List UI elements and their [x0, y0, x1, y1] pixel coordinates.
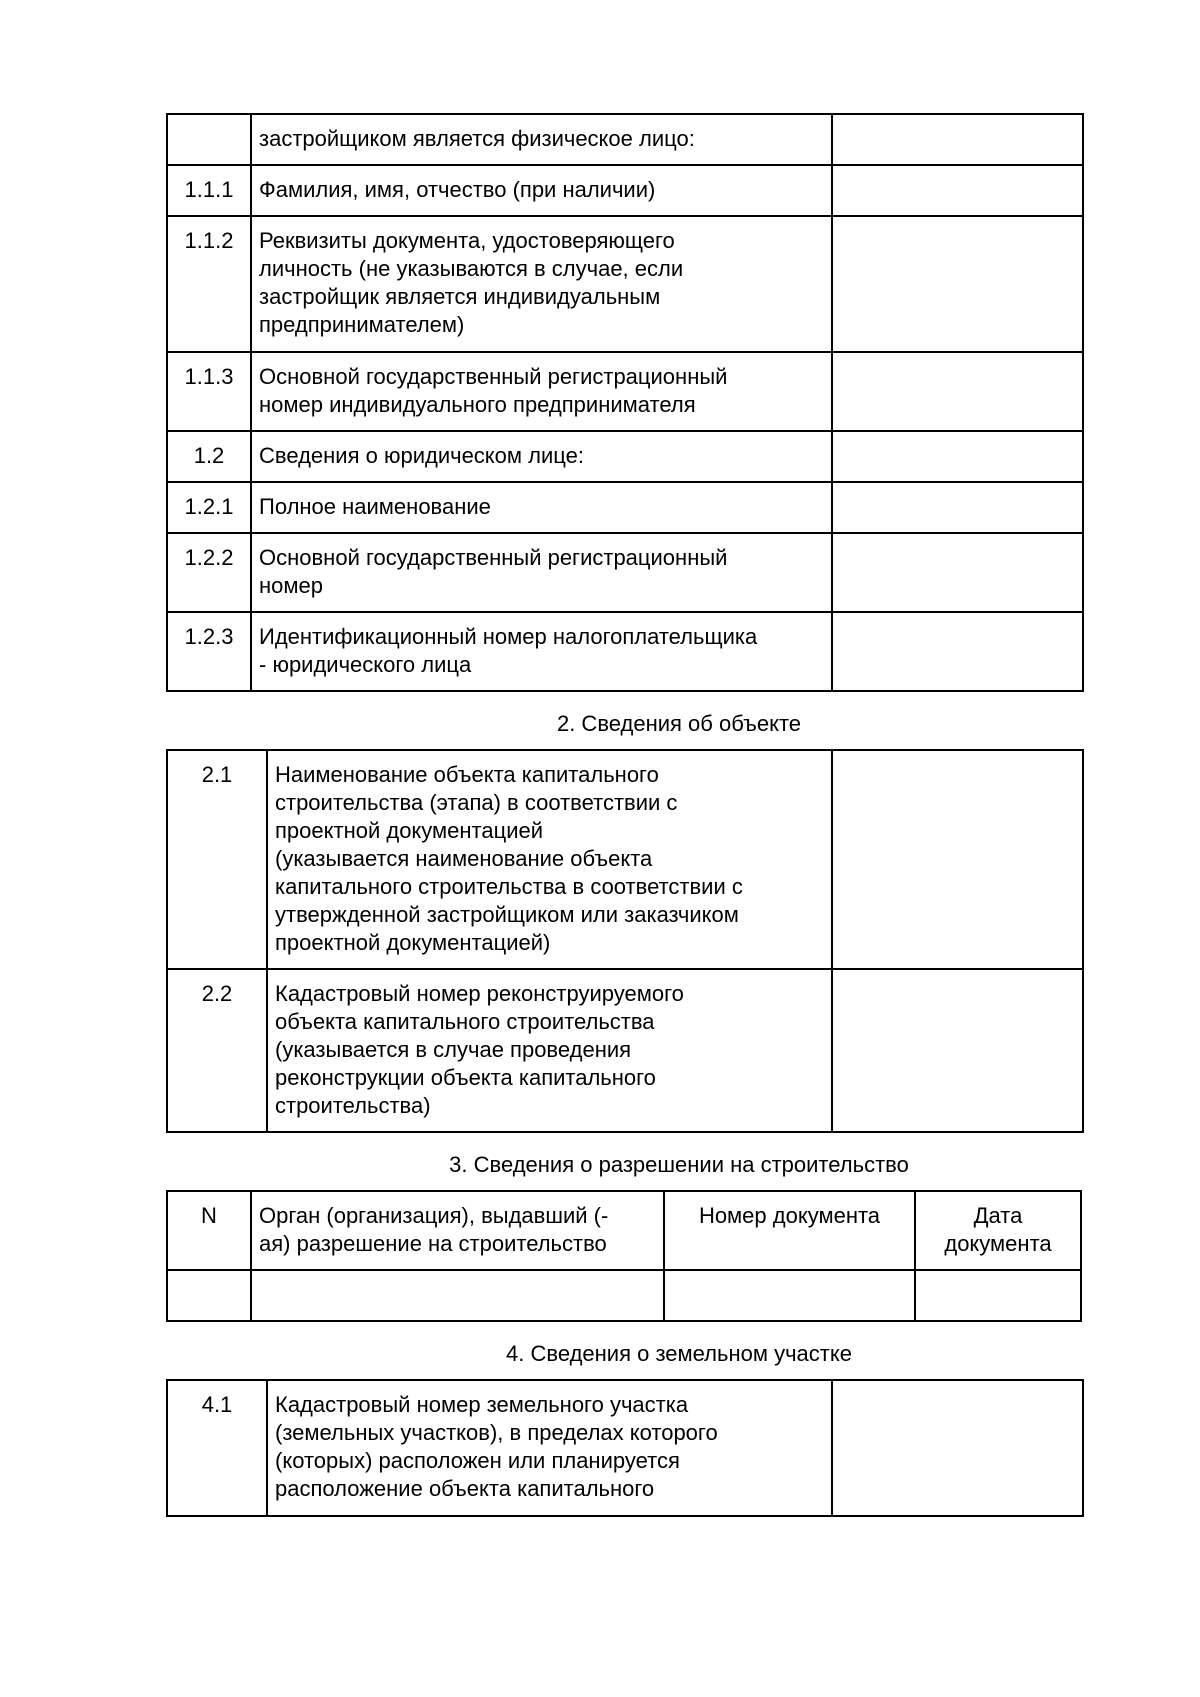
row-number: 1.1.2	[167, 216, 251, 352]
row-number: 1.2.2	[167, 533, 251, 612]
row-label: Основной государственный регистрационный номер	[251, 533, 832, 612]
row-label: Идентификационный номер налогоплательщика - юридического лица	[251, 612, 832, 691]
row-number: 4.1	[167, 1380, 267, 1516]
applicant-info-table	[166, 113, 1084, 692]
row-number: 1.2.3	[167, 612, 251, 691]
column-header-organ: Орган (организация), выдавший (- ая) разрешение на строительство	[251, 1191, 664, 1270]
value-cell[interactable]	[251, 1270, 664, 1321]
value-cell[interactable]	[832, 1380, 1083, 1516]
row-number: 1.1.1	[167, 165, 251, 216]
column-header-date: Дата документа	[915, 1191, 1081, 1270]
row-label: застройщиком является физическое лицо:	[251, 114, 832, 165]
value-cell[interactable]	[832, 750, 1083, 969]
value-cell[interactable]	[664, 1270, 915, 1321]
row-label: Реквизиты документа, удостоверяющего личность (не указываются в случае, если застройщик является индивидуальным предпринимателем)	[251, 216, 832, 352]
table-header-row	[167, 1191, 1081, 1270]
row-number	[167, 114, 251, 165]
value-cell[interactable]	[832, 114, 1083, 165]
section-3-heading: 3. Сведения о разрешении на строительство	[449, 1152, 909, 1177]
row-number: 2.2	[167, 969, 267, 1132]
table-row	[167, 216, 1083, 352]
value-cell[interactable]	[832, 165, 1083, 216]
value-cell[interactable]	[832, 352, 1083, 431]
row-label: Основной государственный регистрационный номер индивидуального предпринимателя	[251, 352, 832, 431]
land-plot-table	[166, 1379, 1084, 1517]
value-cell[interactable]	[832, 431, 1083, 482]
row-number: 1.1.3	[167, 352, 251, 431]
table-row	[167, 352, 1083, 431]
row-label: Фамилия, имя, отчество (при наличии)	[251, 165, 832, 216]
row-label: Наименование объекта капитального строительства (этапа) в соответствии с проектной документацией (указывается наименование объекта капитального строительства в соответствии с утвержденной застройщиком или заказчиком проектной документацией)	[267, 750, 832, 969]
row-label: Полное наименование	[251, 482, 832, 533]
column-header-n: N	[167, 1191, 251, 1270]
row-label: Сведения о юридическом лице:	[251, 431, 832, 482]
value-cell[interactable]	[832, 216, 1083, 352]
row-number: 1.2	[167, 431, 251, 482]
table-row	[167, 1380, 1083, 1516]
section-2-heading: 2. Сведения об объекте	[556, 711, 802, 736]
value-cell[interactable]	[832, 482, 1083, 533]
permit-info-table	[166, 1190, 1082, 1322]
column-header-number: Номер документа	[664, 1191, 915, 1270]
table-row	[167, 165, 1083, 216]
table-row	[167, 1270, 1081, 1321]
row-number: 1.2.1	[167, 482, 251, 533]
section-4-heading: 4. Сведения о земельном участке	[506, 1341, 852, 1366]
document-page	[166, 113, 1082, 1517]
value-cell[interactable]	[832, 969, 1083, 1132]
table-row	[167, 533, 1083, 612]
row-number: 2.1	[167, 750, 267, 969]
row-label: Кадастровый номер земельного участка (земельных участков), в пределах которого (которых) расположен или планируется расположение объекта капитального	[267, 1380, 832, 1516]
table-row	[167, 431, 1083, 482]
value-cell[interactable]	[832, 533, 1083, 612]
table-row	[167, 482, 1083, 533]
table-row	[167, 114, 1083, 165]
table-row	[167, 612, 1083, 691]
table-row	[167, 969, 1083, 1132]
row-label: Кадастровый номер реконструируемого объекта капитального строительства (указывается в случае проведения реконструкции объекта капитального строительства)	[267, 969, 832, 1132]
value-cell[interactable]	[167, 1270, 251, 1321]
value-cell[interactable]	[915, 1270, 1081, 1321]
value-cell[interactable]	[832, 612, 1083, 691]
object-info-table	[166, 749, 1084, 1133]
table-row	[167, 750, 1083, 969]
